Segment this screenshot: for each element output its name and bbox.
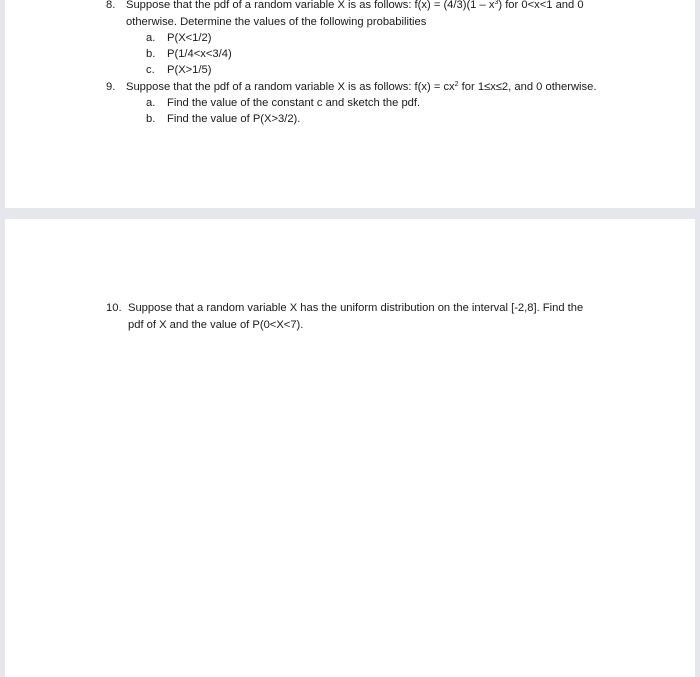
question-number: 9. (106, 81, 116, 93)
sub-item-8c: c. P(X>1/5) (146, 64, 212, 76)
sub-item-9a: a. Find the value of the constant c and sketch the pdf. (146, 97, 421, 109)
question-text-line-1: Suppose that a random variable X has the uniform distribution on the interval [-2,8]. Find the (128, 302, 584, 314)
sub-item-9b: b. Find the value of P(X>3/2). (146, 113, 301, 125)
question-8 (106, 0, 584, 30)
superscript: 3 (494, 0, 499, 6)
question-text-line-2: pdf of X and the value of P(0<X<7). (128, 318, 304, 331)
question-number: 10. (106, 302, 122, 314)
document-page-2 (5, 219, 695, 677)
question-text-line-1: Suppose that the pdf of a random variable X is as follows: $f(x) = cx^2$ for 1≤x≤2, and 0 otherwise. (126, 81, 597, 93)
sub-item-8a: a. P(X<1/2) (146, 32, 212, 44)
sub-item-8b: b. P(1/4<x<3/4) (146, 48, 232, 60)
superscript: 2 (454, 81, 459, 88)
question-10 (106, 300, 583, 333)
question-text-line-1: Suppose that the pdf of a random variable X is as follows: $f(x) = (4/3)(1 - x^3)$ for 0<x<1 and 0 (126, 0, 584, 11)
document-page-1 (5, 0, 695, 208)
question-number: 8. (106, 0, 116, 11)
question-text-line-2: otherwise. Determine the values of the following probabilities (126, 15, 427, 28)
question-9 (106, 79, 596, 96)
